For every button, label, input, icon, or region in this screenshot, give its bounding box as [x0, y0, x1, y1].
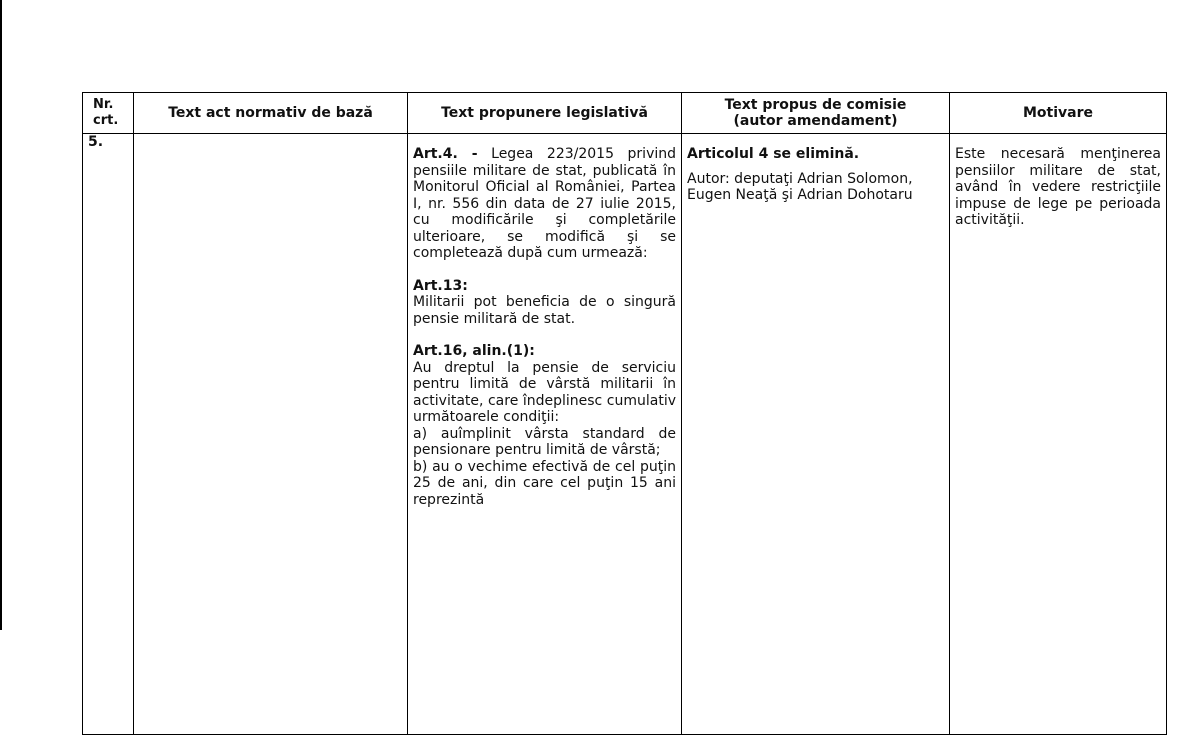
proposal-intro-label: Art.4. -	[413, 146, 478, 162]
header-nr-crt: Nr. crt.	[83, 93, 134, 134]
art16-item-b: b) au o vechime efectivă de cel puţin 25 de ani, din care cel puţin 15 ani reprezintă	[413, 458, 676, 508]
art13-title: Art.13:	[413, 277, 468, 294]
header-commission-line1: Text propus de comisie	[724, 97, 907, 113]
header-proposal: Text propunere legislativă	[408, 93, 682, 134]
art16-title: Art.16, alin.(1):	[413, 343, 535, 359]
proposal-cell	[408, 134, 682, 735]
art16-item-a: a) auîmplinit vârsta standard de pensionare pentru limită de vârstă;	[413, 425, 676, 458]
motivation-text: Este necesară menţinerea pensiilor militare de stat, având în vedere restricţiile impuse de lege pe perioada activităţii.	[955, 146, 1161, 228]
commission-authors: Autor: deputaţi Adrian Solomon, Eugen Neaţă şi Adrian Dohotaru	[687, 170, 913, 203]
header-commission-line2: (autor amendament)	[733, 113, 898, 129]
motivation-cell	[950, 134, 1167, 735]
proposal-intro-text: Legea 223/2015 privind pensiile militare de stat, publicată în Monitorul Oficial al României, Partea I, nr. 556 din data de 27 iulie 2015, cu modificările şi completările ulterioare, se modifică şi se completează după cum urmează:	[413, 146, 677, 261]
table-row	[83, 134, 1167, 735]
commission-title: Articolul 4 se elimină.	[687, 146, 860, 162]
amendments-table	[82, 92, 1167, 735]
proposal-intro	[413, 146, 676, 262]
header-motivation: Motivare	[950, 93, 1167, 134]
commission-cell	[682, 134, 950, 735]
base-text-cell	[134, 134, 408, 735]
table-header-row	[83, 93, 1167, 134]
header-base-text: Text act normativ de bază	[134, 93, 408, 134]
header-commission	[682, 93, 950, 134]
row-number: 5.	[83, 134, 134, 735]
art16-text: Au dreptul la pensie de serviciu pentru limită de vârstă militarii în activitate, care îndeplinesc cumulativ următoarele condiţii:	[413, 359, 676, 425]
page-edge-line	[0, 0, 2, 630]
art13-text: Militarii pot beneficia de o singură pensie militară de stat.	[413, 294, 676, 327]
